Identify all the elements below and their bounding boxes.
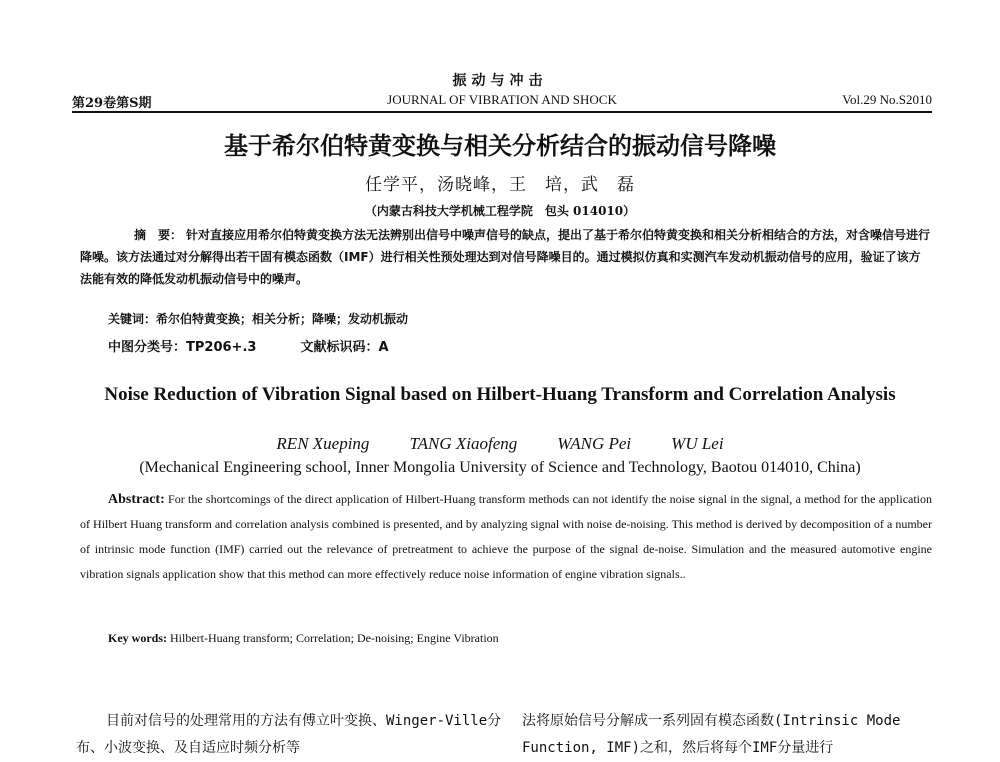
keywords-cn-label: 关键词： (108, 312, 157, 326)
abstract-en-text: For the shortcomings of the direct application of Hilbert-Huang transform methods can not identify the noise signal in the signal, a method for the application of Hilbert Huang transform and correlation analysis combined is presented, and by analyzing signal with noise de-noising. This method is derived by decomposition of a number of intrinsic mode function (IMF) carried out the relevance of pretreatment to achieve the purpose of the signal de-noise. Simulation and the measured automotive engine vibration signals application show that this method can more effectively reduce noise information of engine vibration signals.. (80, 492, 933, 581)
author-en: WU Lei (671, 434, 724, 453)
paper-title-en: Noise Reduction of Vibration Signal based on Hilbert-Huang Transform and Correlation Analysis (104, 384, 896, 405)
classification-line (108, 336, 389, 355)
keywords-cn-text: 希尔伯特黄变换；相关分析；降噪；发动机振动 (156, 312, 409, 326)
keywords-en-label: Key words: (108, 631, 167, 645)
keywords-en-text: Hilbert-Huang transform; Correlation; De-noising; Engine Vibration (170, 631, 499, 645)
affiliation-cn: （内蒙古科技大学机械工程学院 包头 014010） (364, 204, 636, 218)
authors-cn: 任学平，汤晓峰，王 培，武 磊 (365, 175, 635, 195)
abstract-en-label: Abstract: (108, 492, 165, 507)
header-rule (72, 111, 932, 113)
body-column-right: 法将原始信号分解成一系列固有模态函数(Intrinsic Mode Function, IMF)之和，然后将每个IMF分量进行 (522, 713, 901, 756)
affiliation-en: (Mechanical Engineering school, Inner Mongolia University of Science and Technology, Baotou 014010, China) (139, 459, 861, 476)
keywords-cn (108, 310, 408, 327)
paper-title-cn: 基于希尔伯特黄变换与相关分析结合的振动信号降噪 (224, 132, 776, 160)
doc-code-value: A (378, 340, 389, 355)
running-header (72, 92, 932, 110)
body-column-left: 目前对信号的处理常用的方法有傅立叶变换、Winger-Ville分布、小波变换、及自适应时频分析等 (76, 713, 502, 756)
journal-name-en: JOURNAL OF VIBRATION AND SHOCK (387, 92, 617, 107)
volume-label: Vol.29 No.S2010 (842, 92, 932, 107)
author-en: WANG Pei (557, 434, 632, 453)
clc-value: TP206+.3 (186, 340, 257, 355)
abstract-cn-text: 针对直接应用希尔伯特黄变换方法无法辨别出信号中噪声信号的缺点，提出了基于希尔伯特黄变换和相关分析相结合的方法，对含噪信号进行降噪。该方法通过对分解得出若干固有模态函数（IMF）进行相关性预处理达到对信号降噪目的。通过模拟仿真和实测汽车发动机振动信号的应用，验证了该方法能有效的降低发动机振动信号中的噪声。 (80, 228, 931, 286)
abstract-cn-label: 摘 要： (134, 228, 183, 242)
author-en: TANG Xiaofeng (409, 434, 518, 453)
abstract-cn (80, 224, 932, 290)
doc-code-label: 文献标识码： (300, 340, 379, 355)
abstract-en (80, 487, 932, 587)
authors-en (0, 434, 1000, 454)
author-en: REN Xueping (276, 434, 370, 453)
clc-label: 中图分类号： (108, 340, 187, 355)
keywords-en (108, 631, 499, 646)
issue-label: 第29卷第S期 (72, 96, 152, 111)
journal-name-cn: 振动与冲击 (452, 73, 548, 89)
